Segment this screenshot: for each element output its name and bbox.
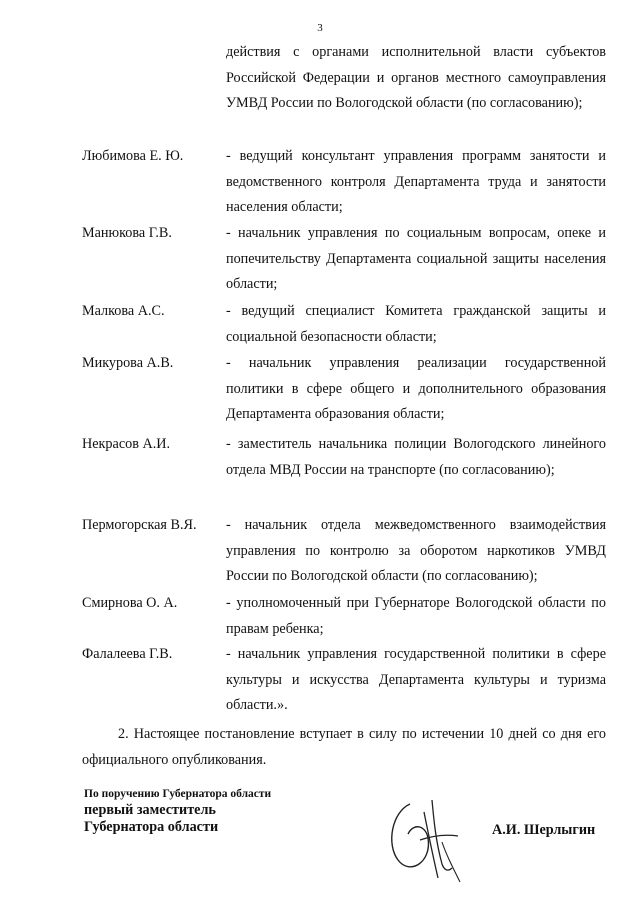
member-description: - начальник отдела межведомственного взаимодействия управления по контролю за оборотом наркотиков УМВД России по Вологодской области (по согласованию); bbox=[226, 517, 606, 584]
page-number: 3 bbox=[317, 22, 323, 34]
member-row bbox=[82, 221, 606, 298]
signature-line-2: первый заместитель bbox=[84, 802, 216, 818]
member-row bbox=[82, 299, 606, 350]
signature-block bbox=[84, 786, 271, 836]
member-row bbox=[82, 432, 606, 483]
signature-line-1: По поручению Губернатора области bbox=[84, 788, 272, 800]
member-name: Пермогорская В.Я. bbox=[82, 517, 197, 533]
member-row bbox=[82, 351, 606, 428]
member-row bbox=[82, 513, 606, 590]
member-row bbox=[82, 144, 606, 221]
member-description: - начальник управления государственной политики в сфере культуры и искусства Департамента культуры и туризма области.». bbox=[226, 646, 606, 713]
member-name: Любимова Е. Ю. bbox=[82, 148, 184, 164]
member-description: - заместитель начальника полиции Вологодского линейного отдела МВД России на транспорте (по согласованию); bbox=[226, 436, 606, 478]
member-name: Фалалеева Г.В. bbox=[82, 646, 173, 662]
handwritten-signature bbox=[372, 782, 482, 892]
member-description: - начальник управления реализации государственной политики в сфере общего и дополнительного образования Департамента образования области; bbox=[226, 355, 606, 422]
member-name: Смирнова О. А. bbox=[82, 595, 178, 611]
signer-name: А.И. Шерлыгин bbox=[492, 822, 596, 838]
member-name: Некрасов А.И. bbox=[82, 436, 171, 452]
signature-line-3: Губернатора области bbox=[84, 819, 219, 835]
member-description: - ведущий консультант управления программ занятости и ведомственного контроля Департамента труда и занятости населения области; bbox=[226, 148, 606, 215]
member-row bbox=[82, 591, 606, 642]
member-name: Манюкова Г.В. bbox=[82, 225, 172, 241]
member-name: Микурова А.В. bbox=[82, 355, 174, 371]
member-description: - начальник управления по социальным вопросам, опеке и попечительству Департамента социальной защиты населения области; bbox=[226, 225, 606, 292]
member-description: - ведущий специалист Комитета гражданской защиты и социальной безопасности области; bbox=[226, 303, 606, 345]
member-name: Малкова А.С. bbox=[82, 303, 165, 319]
continuation-text: действия с органами исполнительной власти субъектов Российской Федерации и органов местного самоуправления УМВД России по Вологодской области (по согласованию); bbox=[226, 44, 606, 111]
paragraph-2: 2. Настоящее постановление вступает в силу по истечении 10 дней со дня его официального опубликования. bbox=[82, 726, 606, 768]
member-description: - уполномоченный при Губернаторе Вологодской области по правам ребенка; bbox=[226, 595, 606, 637]
member-row bbox=[82, 642, 606, 719]
